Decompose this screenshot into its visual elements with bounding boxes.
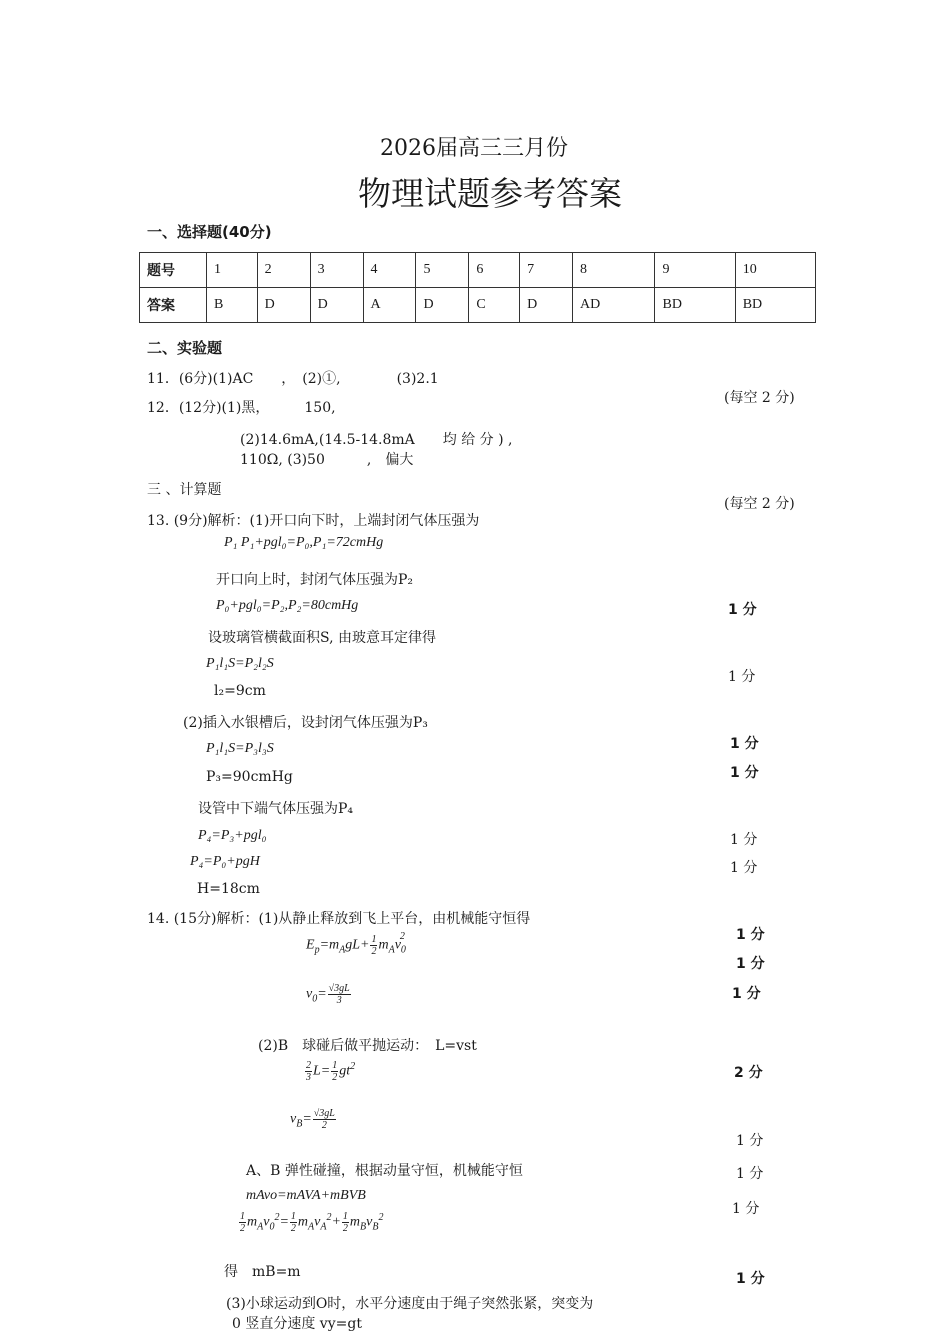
eq-part: m <box>247 1214 258 1230</box>
eq-part: E <box>306 937 315 953</box>
row-label-answer: 答案 <box>140 288 207 323</box>
eq-part: v <box>394 937 401 953</box>
table-cell: 2 <box>257 253 310 288</box>
fraction <box>328 983 351 1006</box>
eq-part: v <box>306 986 313 1002</box>
q12-line-1: 12．(12分)(1)黑， 150, <box>147 400 336 416</box>
table-cell: BD <box>655 288 735 323</box>
eq-part: 0 <box>269 1221 275 1233</box>
eq-part: m <box>297 1214 309 1230</box>
eq-part: 2 <box>290 1223 296 1234</box>
subtitle: 2026届高三三月份 <box>380 136 568 161</box>
table-cell: A <box>363 288 416 323</box>
q13-line: 设玻璃管横截面积S, 由玻意耳定律得 <box>208 630 436 646</box>
q13-line: P₁ P₁+pgl₀=P₀,P₁=72cmHg <box>224 535 384 550</box>
eq-part: p <box>314 944 320 956</box>
q13-line: P₄=P₃+pgl₀ <box>198 828 267 843</box>
page-title: 物理试题参考答案 <box>358 174 622 213</box>
q14-line: mAvo=mAVA+mBVB <box>246 1188 366 1203</box>
eq-part: 2 <box>332 1072 338 1083</box>
eq-part: = <box>279 1214 289 1230</box>
q14-line: 0 竖直分速度 vy=gt <box>232 1316 362 1332</box>
table-cell: 7 <box>520 253 573 288</box>
equation-fall <box>304 1060 355 1083</box>
fraction <box>370 934 377 957</box>
section-heading-experiment: 二、实验题 <box>147 339 223 357</box>
eq-part: A <box>320 1221 327 1233</box>
eq-part: 2 <box>399 931 405 943</box>
q13-line: 设管中下端气体压强为P₄ <box>198 801 354 817</box>
eq-part: B <box>360 1221 367 1233</box>
q13-line: P₁l₁S=P₂l₂S <box>206 656 274 671</box>
q13-line: (2)插入水银槽后，设封闭气体压强为P₃ <box>183 715 428 731</box>
table-cell: 9 <box>655 253 735 288</box>
eq-part: L= <box>313 1063 331 1079</box>
eq-part: B <box>372 1221 379 1233</box>
eq-part: 2 <box>342 1223 348 1234</box>
eq-part: A <box>339 944 346 956</box>
score-label: 1 分 <box>736 927 765 943</box>
q13-line: P₁l₁S=P₃l₃S <box>206 741 274 756</box>
q14-line: A、B 弹性碰撞，根据动量守恒，机械能守恒 <box>246 1163 523 1179</box>
fraction <box>239 1211 246 1234</box>
eq-part: 2 <box>378 1212 384 1224</box>
score-label: 1 分 <box>730 860 758 876</box>
table-cell: 5 <box>416 253 469 288</box>
eq-part: 3 <box>336 995 342 1006</box>
eq-part: = <box>317 986 327 1002</box>
eq-part: 2 <box>326 1212 332 1224</box>
table-row-answers <box>140 288 816 323</box>
eq-part: A <box>388 944 395 956</box>
score-label: 1 分 <box>730 832 758 848</box>
fraction <box>342 1211 349 1234</box>
eq-part: m <box>349 1214 361 1230</box>
score-label: 1 分 <box>736 956 765 972</box>
eq-part: 1 <box>342 1211 348 1222</box>
score-label: 1 分 <box>736 1166 764 1182</box>
section-heading-calc: 三 、计算题 <box>147 482 222 498</box>
eq-part: m <box>378 937 389 953</box>
eq-part: v <box>366 1214 373 1230</box>
table-cell: 1 <box>207 253 258 288</box>
q13-line: P₃=90cmHg <box>206 769 293 785</box>
q12-line-3: 110Ω, (3)50 , 偏大 <box>240 452 414 468</box>
table-cell: BD <box>735 288 815 323</box>
eq-part: 1 <box>332 1060 338 1071</box>
eq-part: A <box>257 1221 264 1233</box>
table-cell: 10 <box>735 253 815 288</box>
table-cell: AD <box>573 288 655 323</box>
q14-line: 得 mB=m <box>224 1264 301 1280</box>
eq-part: + <box>331 1214 341 1230</box>
q13-intro: 13. (9分)解析：(1)开口向下时，上端封闭气体压强为 <box>147 513 480 529</box>
eq-part: 0 <box>400 944 406 956</box>
equation-vb <box>290 1108 337 1131</box>
eq-part: B <box>296 1118 303 1130</box>
fraction <box>305 1060 312 1083</box>
eq-part: 1 <box>290 1211 296 1222</box>
q13-line: H=18cm <box>197 881 260 897</box>
answer-table <box>139 252 816 323</box>
eq-part: 2 <box>274 1212 280 1224</box>
score-label: 1 分 <box>732 986 761 1002</box>
q14-line: (2)B 球碰后做平抛运动： L=vst <box>258 1038 477 1054</box>
table-cell: B <box>207 288 258 323</box>
section-heading-choice: 一、选择题(40分) <box>147 223 272 241</box>
eq-part: 2 <box>321 1120 327 1131</box>
score-label: 1 分 <box>736 1133 764 1149</box>
score-note-1: (每空 2 分) <box>724 390 795 406</box>
q14-line: (3)小球运动到O时，水平分速度由于绳子突然张紧，突变为 <box>226 1296 594 1312</box>
eq-part: v <box>263 1214 270 1230</box>
table-cell: D <box>520 288 573 323</box>
q13-line: l₂=9cm <box>214 683 266 699</box>
eq-part: √3gL <box>328 983 350 994</box>
eq-part: 1 <box>371 934 377 945</box>
eq-part: 3 <box>306 1072 311 1083</box>
fraction <box>313 1108 336 1131</box>
eq-part: 2 <box>306 1060 311 1071</box>
eq-part: 2 <box>240 1223 245 1234</box>
eq-part: 1 <box>240 1211 245 1222</box>
score-label: 1 分 <box>728 602 757 618</box>
q13-line: P₀+pgl₀=P₂,P₂=80cmHg <box>216 598 359 613</box>
table-cell: 6 <box>469 253 520 288</box>
score-label: 1 分 <box>736 1271 765 1287</box>
score-label: 2 分 <box>734 1065 763 1081</box>
fraction <box>331 1060 338 1083</box>
eq-part: 2 <box>350 1061 356 1073</box>
eq-part: √3gL <box>313 1108 335 1119</box>
q13-line: P₄=P₀+pgH <box>190 854 260 869</box>
table-cell: C <box>469 288 520 323</box>
eq-part: gL+ <box>345 937 370 953</box>
equation-energy <box>306 931 406 957</box>
q14-intro: 14. (15分)解析：(1)从静止释放到飞上平台，由机械能守恒得 <box>147 911 531 927</box>
eq-part: =m <box>319 937 340 953</box>
equation-energy-conservation <box>238 1211 383 1234</box>
score-label: 1 分 <box>728 669 756 685</box>
q12-line-2: (2)14.6mA,(14.5-14.8mA 均 给 分 ) , <box>240 432 513 448</box>
score-label: 1 分 <box>730 765 759 781</box>
fraction <box>290 1211 297 1234</box>
table-cell: 3 <box>310 253 363 288</box>
eq-part: 0 <box>312 993 318 1005</box>
eq-part: = <box>302 1111 312 1127</box>
table-row-numbers <box>140 253 816 288</box>
eq-part: A <box>308 1221 315 1233</box>
eq-part: v <box>290 1111 297 1127</box>
q11-line: 11．(6分)(1)AC ， (2)①, (3)2.1 <box>147 371 439 387</box>
table-cell: D <box>310 288 363 323</box>
eq-part: 2 <box>371 946 377 957</box>
eq-part: gt <box>339 1063 351 1079</box>
score-label: 1 分 <box>732 1201 760 1217</box>
table-cell: 8 <box>573 253 655 288</box>
score-label: 1 分 <box>730 736 759 752</box>
table-cell: 4 <box>363 253 416 288</box>
eq-part: v <box>314 1214 321 1230</box>
q13-line: 开口向上时，封闭气体压强为P₂ <box>216 572 414 588</box>
table-cell: D <box>416 288 469 323</box>
score-note-2: (每空 2 分) <box>724 496 795 512</box>
table-cell: D <box>257 288 310 323</box>
equation-v0 <box>306 983 352 1006</box>
row-label-number: 题号 <box>140 253 207 288</box>
